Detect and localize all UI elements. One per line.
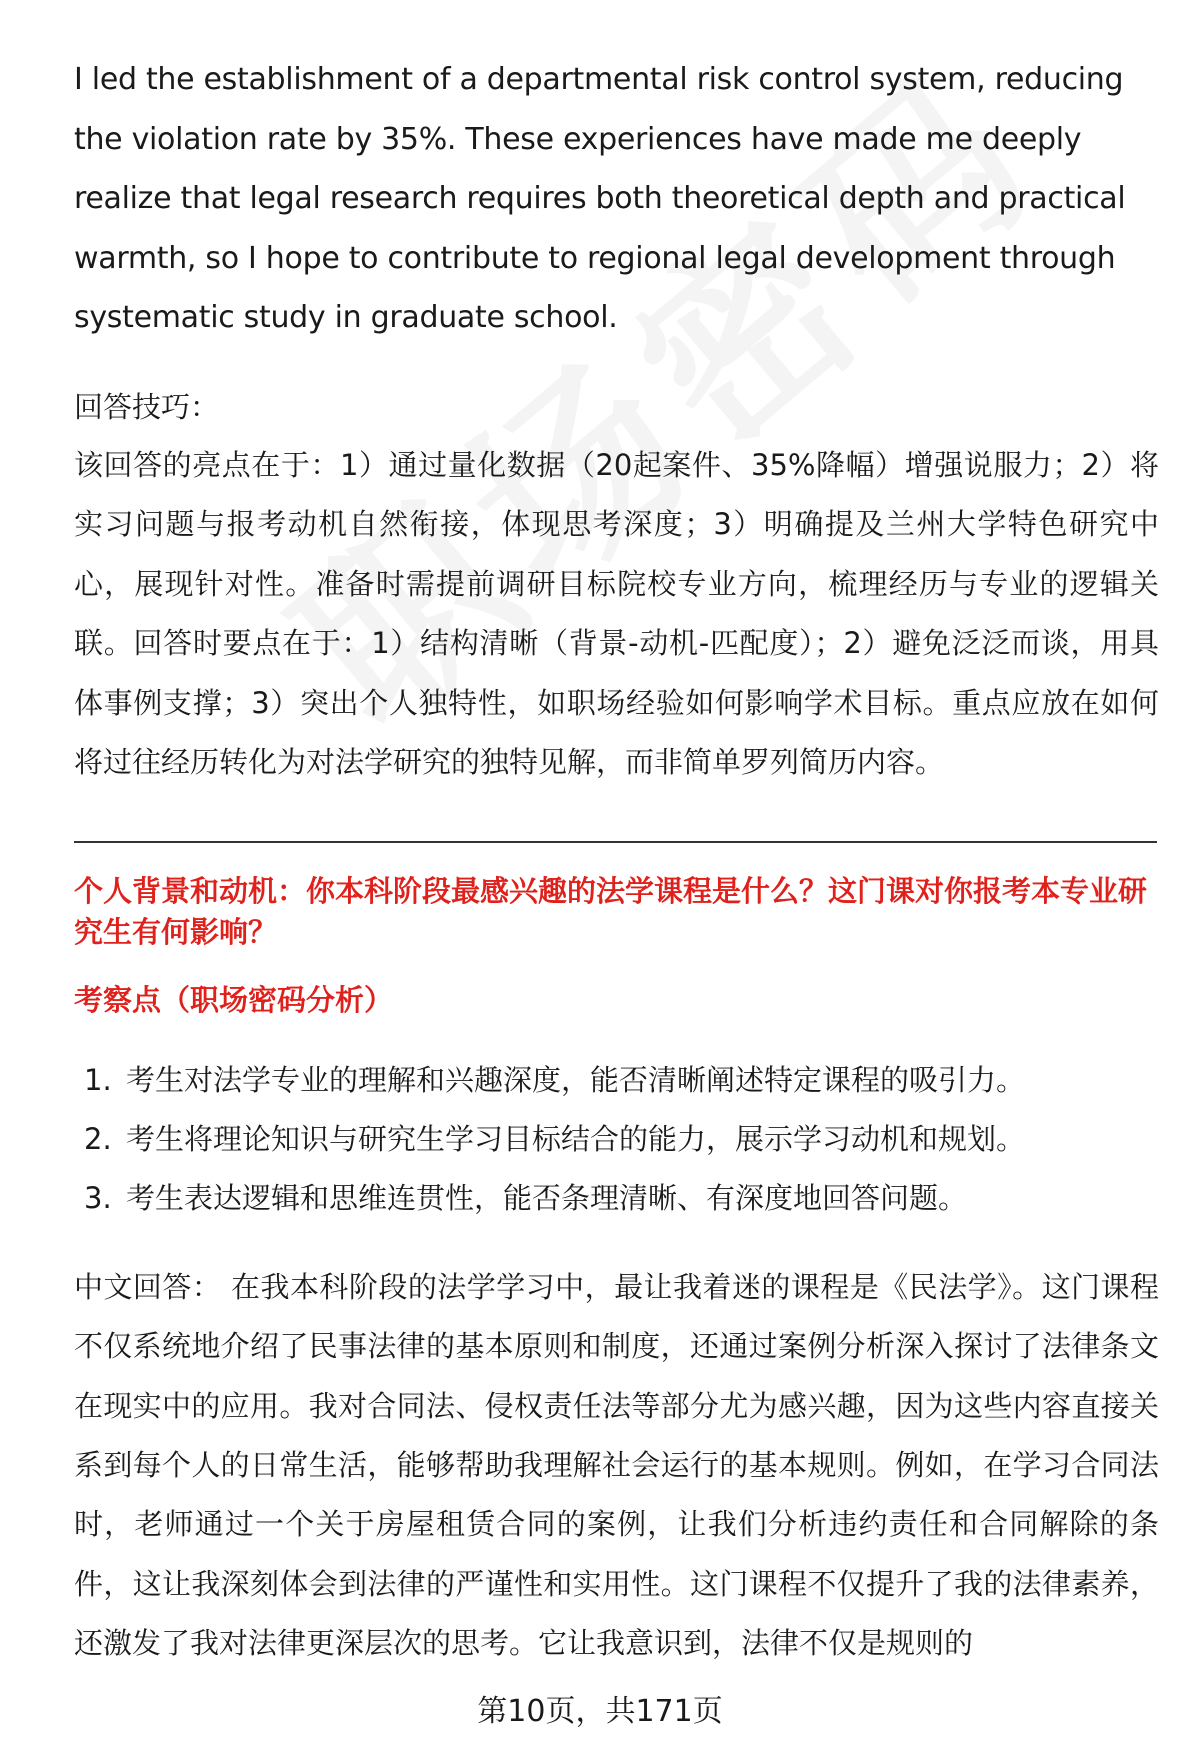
list-item-text: 考生对法学专业的理解和兴趣深度，能否清晰阐述特定课程的吸引力。: [126, 1063, 1026, 1098]
english-answer-paragraph: I led the establishment of a departmental risk control system, reducing the violation rate by 35%. These experiences have made me deeply realize that legal research requires both theoretical depth and practical warmth, so I hope to contribute to regional legal development through systematic study in graduate school.: [74, 62, 1126, 335]
assessment-points-list: [74, 1051, 1159, 1228]
list-item: [74, 1169, 1159, 1228]
page-number-footer: 第10页，共171页: [477, 1694, 723, 1729]
question-heading: 个人背景和动机：你本科阶段最感兴趣的法学课程是什么？这门课对你报考本专业研究生有何影响？: [74, 874, 1148, 950]
list-item-number: 1.: [84, 1063, 112, 1098]
assessment-points-title: 考察点（职场密码分析）: [74, 983, 394, 1018]
tips-body: 该回答的亮点在于：1）通过量化数据（20起案件、35%降幅）增强说服力；2）将实习问题与报考动机自然衔接，体现思考深度；3）明确提及兰州大学特色研究中心，展现针对性。准备时需提前调研目标院校专业方向，梳理经历与专业的逻辑关联。回答时要点在于：1）结构清晰（背景-动机-匹配度）；2）避免泛泛而谈，用具体事例支撑；3）突出个人独特性，如职场经验如何影响学术目标。重点应放在如何将过往经历转化为对法学研究的独特见解，而非简单罗列简历内容。: [74, 447, 1159, 780]
list-item-number: 3.: [84, 1181, 112, 1216]
list-item: [74, 1110, 1159, 1169]
list-item-text: 考生表达逻辑和思维连贯性，能否条理清晰、有深度地回答问题。: [126, 1181, 968, 1216]
list-item-number: 2.: [84, 1122, 112, 1157]
section-divider: [74, 841, 1157, 843]
chinese-answer-paragraph: 中文回答： 在我本科阶段的法学学习中，最让我着迷的课程是《民法学》。这门课程不仅系统地介绍了民事法律的基本原则和制度，还通过案例分析深入探讨了法律条文在现实中的应用。我对合同法、侵权责任法等部分尤为感兴趣，因为这些内容直接关系到每个人的日常生活，能够帮助我理解社会运行的基本规则。例如，在学习合同法时，老师通过一个关于房屋租赁合同的案例，让我们分析违约责任和合同解除的条件，这让我深刻体会到法律的严谨性和实用性。这门课程不仅提升了我的法律素养，还激发了我对法律更深层次的思考。它让我意识到，法律不仅是规则的: [74, 1270, 1159, 1660]
list-item: [74, 1051, 1159, 1110]
page-content: [74, 50, 1159, 1673]
tips-label: 回答技巧：: [74, 389, 220, 424]
list-item-text: 考生将理论知识与研究生学习目标结合的能力，展示学习动机和规划。: [126, 1122, 1026, 1157]
